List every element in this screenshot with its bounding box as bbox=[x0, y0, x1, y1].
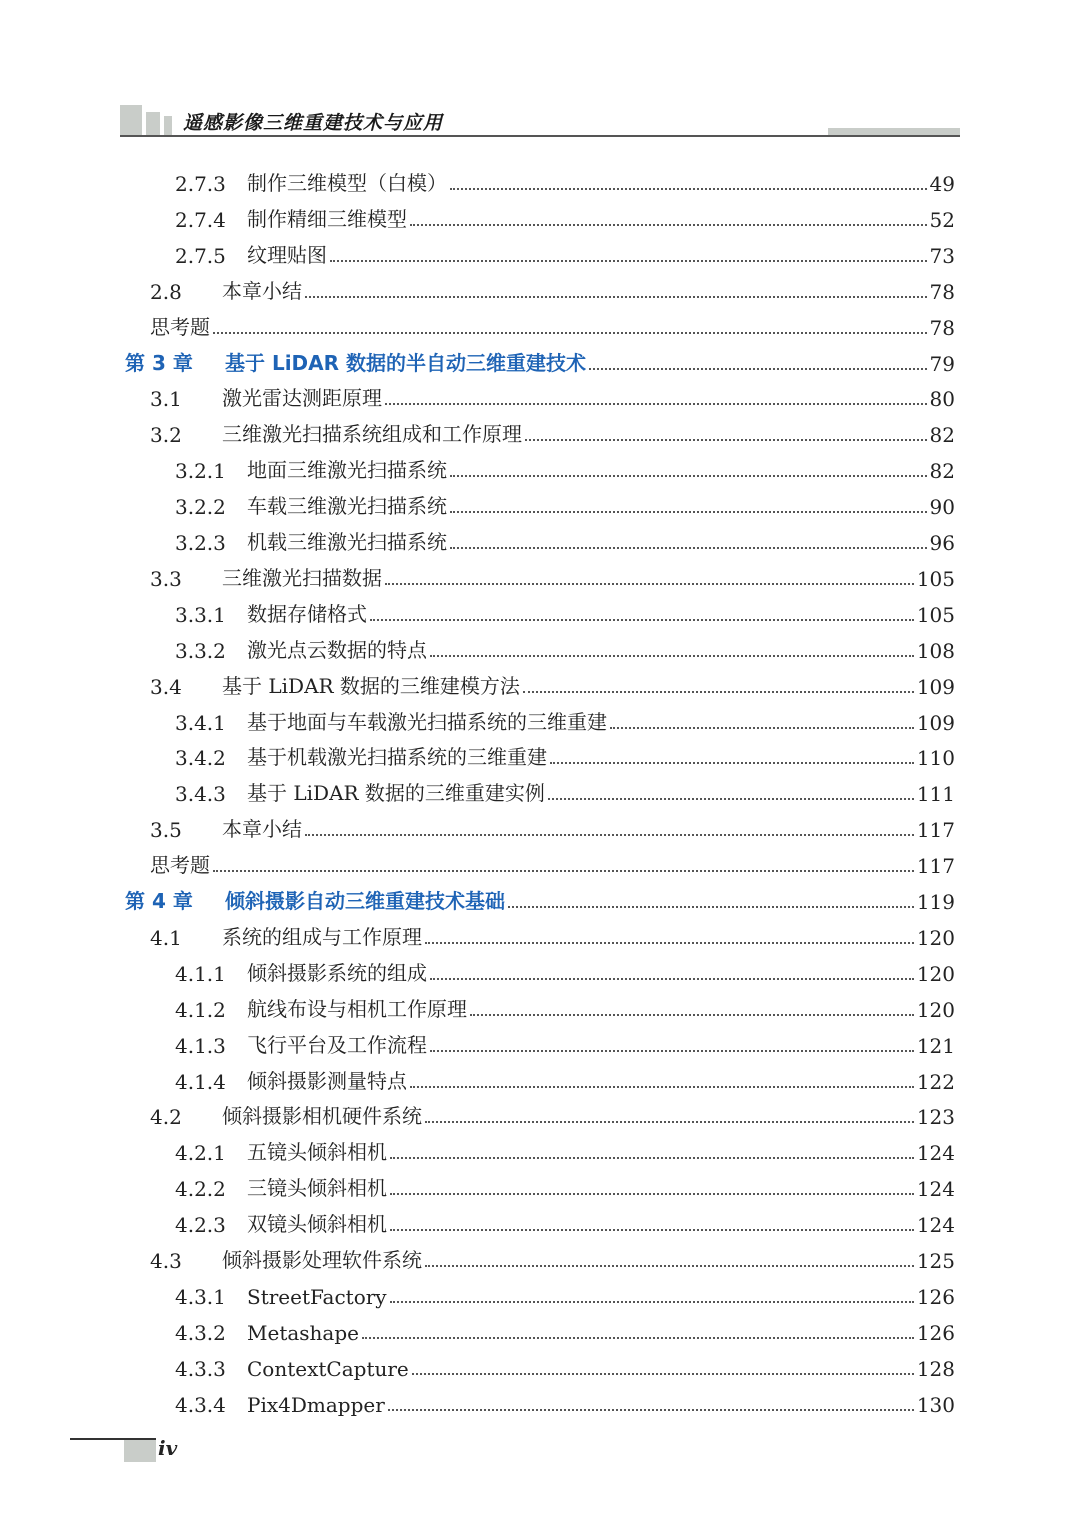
toc-entry-page: 117 bbox=[916, 854, 955, 879]
toc-entry-number: 2.8 bbox=[150, 279, 182, 304]
toc-entry[interactable] bbox=[175, 485, 955, 519]
toc-leader-dots bbox=[330, 259, 927, 262]
toc-entry-page: 119 bbox=[916, 890, 955, 914]
toc-entry-title: 倾斜摄影处理软件系统 bbox=[222, 1248, 422, 1272]
header-deco-bar bbox=[828, 128, 960, 135]
toc-entry-number: 3.4 bbox=[150, 674, 182, 699]
toc-entry-number: 4.3.2 bbox=[175, 1320, 226, 1345]
toc-entry-number: 4.1.1 bbox=[175, 961, 226, 986]
toc-entry-page: 123 bbox=[916, 1105, 955, 1130]
toc-entry[interactable] bbox=[175, 1167, 955, 1201]
toc-leader-dots bbox=[508, 905, 914, 908]
toc-leader-dots bbox=[362, 1336, 914, 1339]
toc-entry-page: 108 bbox=[916, 638, 955, 663]
toc-entry[interactable] bbox=[150, 270, 955, 304]
toc-leader-dots bbox=[213, 869, 914, 872]
toc-entry[interactable] bbox=[150, 557, 955, 591]
toc-entry-title: 地面三维激光扫描系统 bbox=[247, 458, 447, 483]
toc-entry[interactable] bbox=[175, 1024, 955, 1058]
toc-leader-dots bbox=[410, 1085, 914, 1088]
toc-entry-number: 4.3 bbox=[150, 1249, 182, 1273]
toc-leader-dots bbox=[470, 1013, 914, 1016]
toc-entry[interactable] bbox=[175, 1383, 955, 1417]
toc-entry[interactable] bbox=[175, 1347, 955, 1381]
toc-leader-dots bbox=[425, 941, 914, 944]
toc-entry-page: 120 bbox=[916, 925, 955, 950]
toc-entry-page: 120 bbox=[916, 997, 955, 1022]
toc-entry[interactable] bbox=[150, 413, 955, 447]
toc-leader-dots bbox=[213, 331, 927, 334]
toc-entry[interactable] bbox=[150, 665, 955, 699]
toc-entry[interactable] bbox=[175, 988, 955, 1022]
toc-leader-dots bbox=[525, 438, 927, 441]
toc-entry-number: 3.1 bbox=[150, 387, 182, 412]
toc-entry-title: 双镜头倾斜相机 bbox=[247, 1212, 387, 1237]
toc-entry[interactable] bbox=[150, 377, 955, 411]
toc-entry-page: 111 bbox=[916, 782, 955, 807]
toc-entry-title: 纹理贴图 bbox=[247, 242, 327, 267]
toc-entry-title: Pix4Dmapper bbox=[247, 1392, 385, 1417]
toc-leader-dots bbox=[450, 510, 927, 513]
toc-entry[interactable] bbox=[175, 1203, 955, 1237]
toc-leader-dots bbox=[589, 367, 927, 370]
toc-entry-page: 90 bbox=[929, 495, 955, 520]
book-title: 遥感影像三维重建技术与应用 bbox=[183, 112, 444, 134]
toc-entry-page: 122 bbox=[916, 1069, 955, 1094]
toc-entry-title: 车载三维激光扫描系统 bbox=[247, 494, 447, 519]
toc-leader-dots bbox=[430, 977, 914, 980]
toc-entry-title: 基于地面与车载激光扫描系统的三维重建 bbox=[247, 709, 607, 734]
toc-entry[interactable] bbox=[175, 1060, 955, 1094]
toc-entry-number: 4.2.2 bbox=[175, 1177, 226, 1202]
toc-leader-dots bbox=[410, 223, 927, 226]
toc-entry-title: 思考题 bbox=[150, 314, 210, 339]
toc-leader-dots bbox=[550, 761, 914, 764]
toc-entry[interactable] bbox=[175, 952, 955, 986]
toc-entry[interactable] bbox=[175, 1275, 955, 1309]
toc-entry[interactable] bbox=[175, 629, 955, 663]
toc-leader-dots bbox=[305, 833, 914, 836]
toc-entry[interactable] bbox=[150, 844, 955, 878]
toc-entry-title: 激光点云数据的特点 bbox=[247, 637, 427, 662]
toc-leader-dots bbox=[390, 1156, 914, 1159]
toc-entry-title: 机载三维激光扫描系统 bbox=[247, 530, 447, 554]
toc-entry[interactable] bbox=[175, 449, 955, 483]
toc-leader-dots bbox=[430, 654, 914, 657]
toc-entry-title: 思考题 bbox=[150, 853, 210, 878]
toc-entry-page: 109 bbox=[916, 710, 955, 735]
toc-leader-dots bbox=[412, 1372, 914, 1375]
page-number: iv bbox=[158, 1436, 178, 1460]
toc-entry-title: 本章小结 bbox=[222, 278, 302, 303]
toc-entry-page: 120 bbox=[916, 961, 955, 986]
toc-entry-title: ContextCapture bbox=[247, 1356, 409, 1381]
toc-leader-dots bbox=[610, 726, 914, 729]
toc-entry[interactable] bbox=[175, 234, 955, 268]
toc-entry-page: 117 bbox=[916, 818, 955, 843]
toc-entry[interactable] bbox=[150, 808, 955, 842]
toc-entry-title: 基于 LiDAR 数据的三维建模方法 bbox=[222, 673, 520, 698]
toc-chapter-entry[interactable] bbox=[125, 342, 955, 376]
toc-entry-page: 82 bbox=[929, 423, 955, 448]
toc-entry-number: 3.2 bbox=[150, 423, 182, 448]
toc-entry-number: 4.2 bbox=[150, 1105, 182, 1130]
toc-entry[interactable] bbox=[175, 1131, 955, 1165]
toc-entry-page: 79 bbox=[929, 351, 955, 376]
toc-entry-title: 制作精细三维模型 bbox=[247, 206, 407, 231]
toc-chapter-entry[interactable] bbox=[125, 880, 955, 914]
toc-entry-number: 3.5 bbox=[150, 818, 182, 843]
toc-leader-dots bbox=[548, 797, 914, 800]
toc-entry-page: 96 bbox=[929, 531, 955, 555]
toc-entry-title: 五镜头倾斜相机 bbox=[247, 1140, 387, 1165]
toc-entry-page: 128 bbox=[916, 1356, 955, 1381]
toc-entry-number: 3.4.2 bbox=[175, 746, 226, 771]
toc-entry-number: 3.3.2 bbox=[175, 638, 226, 663]
toc-entry-title: Metashape bbox=[247, 1320, 359, 1345]
toc-leader-dots bbox=[390, 1192, 914, 1195]
toc-entry[interactable] bbox=[150, 306, 955, 340]
toc-entry-title: 制作三维模型（白模） bbox=[247, 171, 447, 195]
toc-entry-title: 基于机载激光扫描系统的三维重建 bbox=[247, 745, 547, 770]
toc-leader-dots bbox=[385, 402, 927, 405]
toc-entry-page: 124 bbox=[916, 1213, 955, 1238]
toc-entry-page: 105 bbox=[916, 566, 955, 591]
toc-entry-page: 121 bbox=[916, 1033, 955, 1058]
toc-entry-number: 4.3.1 bbox=[175, 1284, 226, 1309]
toc-entry-number: 4.3.4 bbox=[175, 1392, 226, 1417]
toc-leader-dots bbox=[450, 187, 927, 190]
toc-entry-number: 4.3.3 bbox=[175, 1356, 226, 1381]
toc-entry[interactable] bbox=[175, 521, 955, 555]
toc-entry-page: 80 bbox=[929, 387, 955, 412]
toc-entry[interactable] bbox=[175, 701, 955, 735]
toc-leader-dots bbox=[385, 582, 914, 585]
toc-entry-title: 数据存储格式 bbox=[247, 601, 367, 626]
toc-leader-dots bbox=[450, 546, 927, 549]
toc-entry[interactable] bbox=[175, 162, 955, 196]
toc-entry-number: 3.3.1 bbox=[175, 602, 226, 627]
toc-leader-dots bbox=[390, 1228, 914, 1231]
toc-leader-dots bbox=[370, 618, 914, 621]
toc-entry-page: 110 bbox=[916, 746, 955, 771]
toc-entry-number: 3.4.1 bbox=[175, 710, 226, 735]
toc-entry-title: 倾斜摄影系统的组成 bbox=[247, 960, 427, 985]
toc-entry-page: 124 bbox=[916, 1177, 955, 1202]
toc-entry-page: 82 bbox=[929, 459, 955, 484]
toc-entry-number: 3.4.3 bbox=[175, 782, 226, 807]
toc-leader-dots bbox=[390, 1300, 914, 1303]
toc-entry-title: 三镜头倾斜相机 bbox=[247, 1176, 387, 1201]
toc-entry-page: 130 bbox=[916, 1392, 955, 1417]
header-deco-block-3 bbox=[164, 116, 172, 135]
running-header bbox=[0, 0, 1080, 150]
toc-entry-title: 飞行平台及工作流程 bbox=[247, 1032, 427, 1057]
toc-entry-page: 125 bbox=[916, 1249, 955, 1273]
toc-entry-title: 本章小结 bbox=[222, 817, 302, 842]
toc-leader-dots bbox=[425, 1120, 914, 1123]
toc-entry[interactable] bbox=[175, 736, 955, 770]
toc-entry-title: 激光雷达测距原理 bbox=[222, 386, 382, 411]
toc-leader-dots bbox=[388, 1408, 914, 1411]
toc-entry[interactable] bbox=[150, 916, 955, 950]
header-deco-block-1 bbox=[120, 105, 142, 135]
toc-entry-number: 4.1.4 bbox=[175, 1069, 226, 1094]
toc-entry-title: 三维激光扫描数据 bbox=[222, 565, 382, 590]
toc-entry-number: 4.1.3 bbox=[175, 1033, 226, 1058]
toc-entry[interactable] bbox=[175, 1311, 955, 1345]
toc-entry-page: 78 bbox=[929, 279, 955, 304]
toc-entry-title: 三维激光扫描系统组成和工作原理 bbox=[222, 422, 522, 447]
toc-entry-title: StreetFactory bbox=[247, 1284, 387, 1309]
toc-entry-title: 倾斜摄影测量特点 bbox=[247, 1068, 407, 1093]
toc-leader-dots bbox=[305, 295, 927, 298]
toc-entry-page: 78 bbox=[929, 315, 955, 340]
toc-entry-page: 124 bbox=[916, 1141, 955, 1166]
toc-entry-number: 第 3 章 bbox=[125, 350, 193, 375]
toc-leader-dots bbox=[430, 1049, 914, 1052]
toc-leader-dots bbox=[450, 474, 927, 477]
toc-entry-title: 航线布设与相机工作原理 bbox=[247, 996, 467, 1021]
toc-entry-page: 52 bbox=[929, 207, 955, 232]
toc-entry[interactable] bbox=[150, 1095, 955, 1129]
toc-leader-dots bbox=[425, 1264, 914, 1267]
toc-entry-number: 4.2.1 bbox=[175, 1141, 226, 1166]
toc-entry-page: 73 bbox=[929, 243, 955, 268]
toc-entry-page: 109 bbox=[916, 674, 955, 699]
toc-entry[interactable] bbox=[150, 1239, 955, 1273]
toc-entry-number: 3.2.1 bbox=[175, 459, 226, 484]
toc-entry-title: 倾斜摄影自动三维重建技术基础 bbox=[225, 889, 505, 913]
toc-entry-page: 126 bbox=[916, 1284, 955, 1309]
toc-entry-page: 105 bbox=[916, 602, 955, 627]
toc-entry-number: 2.7.3 bbox=[175, 172, 226, 196]
toc-entry-number: 3.2.3 bbox=[175, 531, 226, 555]
toc-entry-number: 2.7.5 bbox=[175, 243, 226, 268]
header-rule bbox=[120, 135, 960, 137]
footer-deco-block bbox=[124, 1440, 156, 1462]
toc-entry-title: 倾斜摄影相机硬件系统 bbox=[222, 1104, 422, 1129]
toc-entry-title: 基于 LiDAR 数据的三维重建实例 bbox=[247, 781, 545, 806]
toc-entry-number: 3.2.2 bbox=[175, 495, 226, 520]
toc-entry-number: 4.2.3 bbox=[175, 1213, 226, 1238]
toc-entry[interactable] bbox=[175, 593, 955, 627]
toc-entry[interactable] bbox=[175, 772, 955, 806]
toc-entry-title: 系统的组成与工作原理 bbox=[222, 924, 422, 949]
toc-leader-dots bbox=[523, 690, 914, 693]
toc-entry-number: 4.1 bbox=[150, 925, 182, 950]
toc-entry-number: 4.1.2 bbox=[175, 997, 226, 1022]
toc-entry-page: 126 bbox=[916, 1320, 955, 1345]
toc-entry[interactable] bbox=[175, 198, 955, 232]
toc-entry-page: 49 bbox=[929, 172, 955, 196]
toc-entry-number: 3.3 bbox=[150, 566, 182, 591]
header-deco-block-2 bbox=[146, 112, 160, 135]
toc-entry-number: 第 4 章 bbox=[125, 889, 193, 913]
toc-entry-title: 基于 LiDAR 数据的半自动三维重建技术 bbox=[225, 350, 587, 375]
toc-entry-number: 2.7.4 bbox=[175, 207, 226, 232]
